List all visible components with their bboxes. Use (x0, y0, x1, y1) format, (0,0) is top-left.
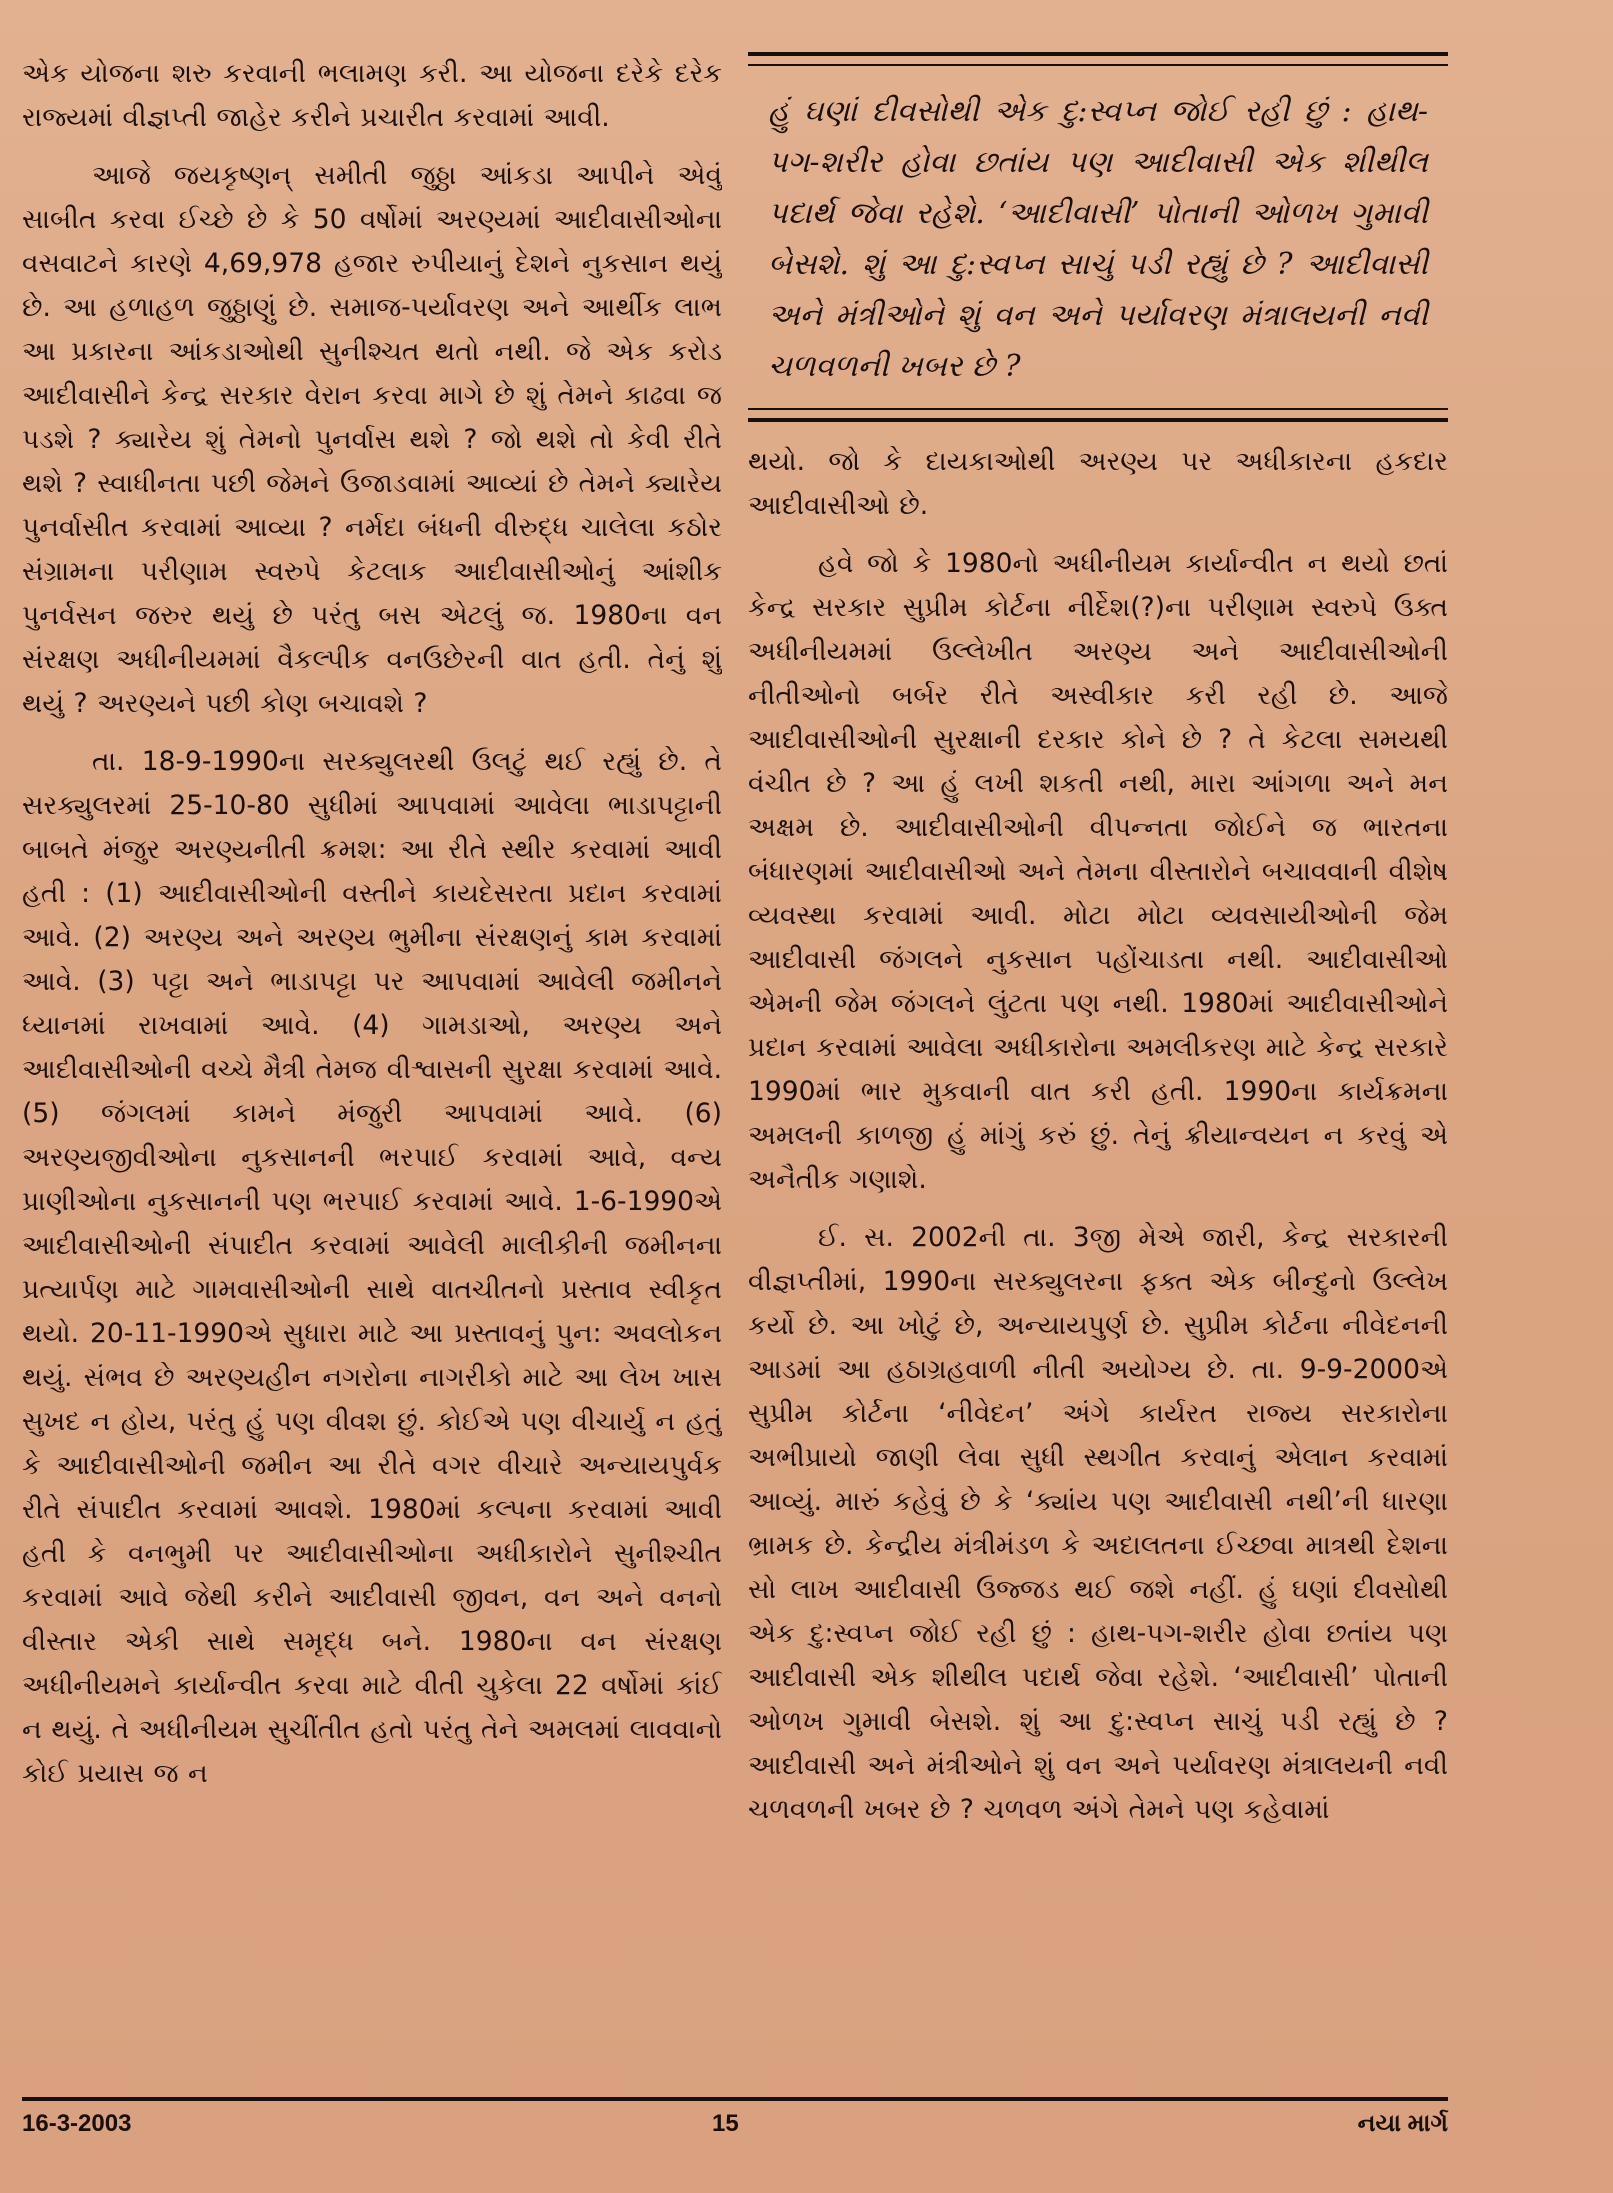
pull-quote (748, 52, 1448, 422)
left-column (22, 52, 722, 2092)
article-paragraph: આજે જયકૃષ્ણન્ સમીતી જુઠ્ઠા આંકડા આપીને એવું સાબીત કરવા ઈચ્છે છે કે 50 વર્ષોમાં અરણ્યમાં આદીવાસીઓના વસવાટને કારણે 4,69,978 હજાર રુપીયાનું દેશને નુકસાન થયું છે. આ હળાહળ જુઠ્ઠાણું છે. સમાજ-પર્યાવરણ અને આર્થીક લાભ આ પ્રકારના આંકડાઓથી સુનીશ્ચત થતો નથી. જે એક કરોડ આદીવાસીને કેન્દ્ર સરકાર વેરાન કરવા માગે છે શું તેમને કાઢવા જ પડશે ? ક્યારેય શું તેમનો પુનર્વાસ થશે ? જો થશે તો કેવી રીતે થશે ? સ્વાધીનતા પછી જેમને ઉજાડવામાં આવ્યાં છે તેમને ક્યારેય પુનર્વાસીત કરવામાં આવ્યા ? નર્મદા બંધની વીરુદ્ધ ચાલેલા કઠોર સંગ્રામના પરીણામ સ્વરુપે કેટલાક આદીવાસીઓનું આંશીક પુનર્વસન જરુર થયું છે પરંતુ બસ એટલું જ. 1980ના વન સંરક્ષણ અધીનીયમમાં વૈકલ્પીક વનઉછેરની વાત હતી. તેનું શું થયું ? અરણ્યને પછી કોણ બચાવશે ? (22, 160, 722, 719)
pull-quote-text: હું ઘણાં દીવસોથી એક દુ:સ્વપ્ન જોઈ રહી છું : હાથ-પગ-શરીર હોવા છતાંય પણ આદીવાસી એક શીથીલ પદાર્થ જેવા રહેશે. ‘આદીવાસી’ પોતાની ઓળખ ગુમાવી બેસશે. શું આ દુ:સ્વપ્ન સાચું પડી રહ્યું છે ? આદીવાસી અને મંત્રીઓને શું વન અને પર્યાવરણ મંત્રાલયની નવી ચળવળની ખબર છે ? (768, 94, 1428, 384)
article-paragraph: હવે જો કે 1980નો અધીનીયમ કાર્યાન્વીત ન થયો છતાં કેન્દ્ર સરકાર સુપ્રીમ કોર્ટના નીર્દેશ(?)ના પરીણામ સ્વરુપે ઉક્ત અધીનીયમમાં ઉલ્લેખીત અરણ્ય અને આદીવાસીઓની નીતીઓનો બર્બર રીતે અસ્વીકાર કરી રહી છે. આજે આદીવાસીઓની સુરક્ષાની દરકાર કોને છે ? તે કેટલા સમયથી વંચીત છે ? આ હું લખી શકતી નથી, મારા આંગળા અને મન અક્ષમ છે. આદીવાસીઓની વીપન્નતા જોઈને જ ભારતના બંધારણમાં આદીવાસીઓ અને તેમના વીસ્તારોને બચાવવાની વીશેષ વ્યવસ્થા કરવામાં આવી. મોટા મોટા વ્યવસાયીઓની જેમ આદીવાસી જંગલને નુકસાન પહોંચાડતા નથી. આદીવાસીઓ એમની જેમ જંગલને લુંટતા પણ નથી. 1980માં આદીવાસીઓને પ્રદાન કરવામાં આવેલા અધીકારોના અમલીકરણ માટે કેન્દ્ર સરકારે 1990માં ભાર મુકવાની વાત કરી હતી. 1990ના કાર્યક્રમના અમલની કાળજી હું માંગું કરું છું. તેનું ક્રીયાન્વયન ન કરવું એ અનૈતીક ગણાશે. (748, 548, 1448, 1195)
article-paragraph: એક યોજના શરુ કરવાની ભલામણ કરી. આ યોજના દરેકે દરેક રાજ્યમાં વીજ્ઞપ્તી જાહેર કરીને પ્રચારીત કરવામાં આવી. (22, 58, 722, 133)
magazine-name: નયા માર્ગ (1357, 2110, 1448, 2137)
issue-date: 16-3-2003 (22, 2110, 132, 2137)
page-footer (22, 2110, 1448, 2150)
article-paragraph: તા. 18-9-1990ના સરક્યુલરથી ઉલટું થઈ રહ્યું છે. તે સરક્યુલરમાં 25-10-80 સુધીમાં આપવામાં આવેલા ભાડાપટ્ટાની બાબતે મંજુર અરણ્યનીતી ક્રમશ: આ રીતે સ્થીર કરવામાં આવી હતી : (1) આદીવાસીઓની વસ્તીને કાયદેસરતા પ્રદાન કરવામાં આવે. (2) અરણ્ય અને અરણ્ય ભુમીના સંરક્ષણનું કામ કરવામાં આવે. (3) પટ્ટા અને ભાડાપટ્ટા પર આપવામાં આવેલી જમીનને ધ્યાનમાં રાખવામાં આવે. (4) ગામડાઓ, અરણ્ય અને આદીવાસીઓની વચ્ચે મૈત્રી તેમજ વીશ્વાસની સુરક્ષા કરવામાં આવે. (5) જંગલમાં કામને મંજુરી આપવામાં આવે. (6) અરણ્યજીવીઓના નુકસાનની ભરપાઈ કરવામાં આવે, વન્ય પ્રાણીઓના નુકસાનની પણ ભરપાઈ કરવામાં આવે. 1-6-1990એ આદીવાસીઓની સંપાદીત કરવામાં આવેલી માલીકીની જમીનના પ્રત્યાર્પણ માટે ગામવાસીઓની સાથે વાતચીતનો પ્રસ્તાવ સ્વીકૃત થયો. 20-11-1990એ સુધારા માટે આ પ્રસ્તાવનું પુન: અવલોકન થયું. સંભવ છે અરણ્યહીન નગરોના નાગરીકો માટે આ લેખ ખાસ સુખદ ન હોય, પરંતુ હું પણ વીવશ છું. કોઈએ પણ વીચાર્યુ ન હતું કે આદીવાસીઓની જમીન આ રીતે વગર વીચારે અન્યાયપુર્વક રીતે સંપાદીત કરવામાં આવશે. 1980માં કલ્પના કરવામાં આવી હતી કે વનભુમી પર આદીવાસીઓના અધીકારોને સુનીશ્ચીત કરવામાં આવે જેથી કરીને આદીવાસી જીવન, વન અને વનનો વીસ્તાર એકી સાથે સમૃદ્ધ બને. 1980ના વન સંરક્ષણ અધીનીયમને કાર્યાન્વીત કરવા માટે વીતી ચુકેલા 22 વર્ષોમાં કાંઈ ન થયું. તે અધીનીયમ સુચીંતીત હતો પરંતુ તેને અમલમાં લાવવાનો કોઈ પ્રયાસ જ ન (22, 746, 722, 1789)
footer-rule (22, 2097, 1448, 2101)
article-paragraph: ઈ. સ. 2002ની તા. 3જી મેએ જારી, કેન્દ્ર સરકારની વીજ્ઞપ્તીમાં, 1990ના સરક્યુલરના ફક્ત એક બીન્દુનો ઉલ્લેખ કર્યો છે. આ ખોટું છે, અન્યાયપુર્ણ છે. સુપ્રીમ કોર્ટના નીવેદનની આડમાં આ હઠાગ્રહવાળી નીતી અયોગ્ય છે. તા. 9-9-2000એ સુપ્રીમ કોર્ટના ‘નીવેદન’ અંગે કાર્યરત રાજ્ય સરકારોના અભીપ્રાયો જાણી લેવા સુધી સ્થગીત કરવાનું એલાન કરવામાં આવ્યું. મારું કહેવું છે કે ‘ક્યાંય પણ આદીવાસી નથી’ની ધારણા ભ્રામક છે. કેન્દ્રીય મંત્રીમંડળ કે અદાલતના ઈચ્છવા માત્રથી દેશના સો લાખ આદીવાસી ઉજ્જડ થઈ જશે નહીં. હું ઘણાં દીવસોથી એક દુ:સ્વપ્ન જોઈ રહી છું : હાથ-પગ-શરીર હોવા છતાંય પણ આદીવાસી એક શીથીલ પદાર્થ જેવા રહેશે. ‘આદીવાસી’ પોતાની ઓળખ ગુમાવી બેસશે. શું આ દુ:સ્વપ્ન સાચું પડી રહ્યું છે ? આદીવાસી અને મંત્રીઓને શું વન અને પર્યાવરણ મંત્રાલયની નવી ચળવળની ખબર છે ? ચળવળ અંગે તેમને પણ કહેવામાં (748, 1222, 1448, 1825)
article-paragraph: થયો. જો કે દાયકાઓથી અરણ્ય પર અધીકારના હકદાર આદીવાસીઓ છે. (748, 446, 1448, 521)
page-number: 15 (712, 2110, 739, 2137)
right-column (748, 52, 1448, 2092)
